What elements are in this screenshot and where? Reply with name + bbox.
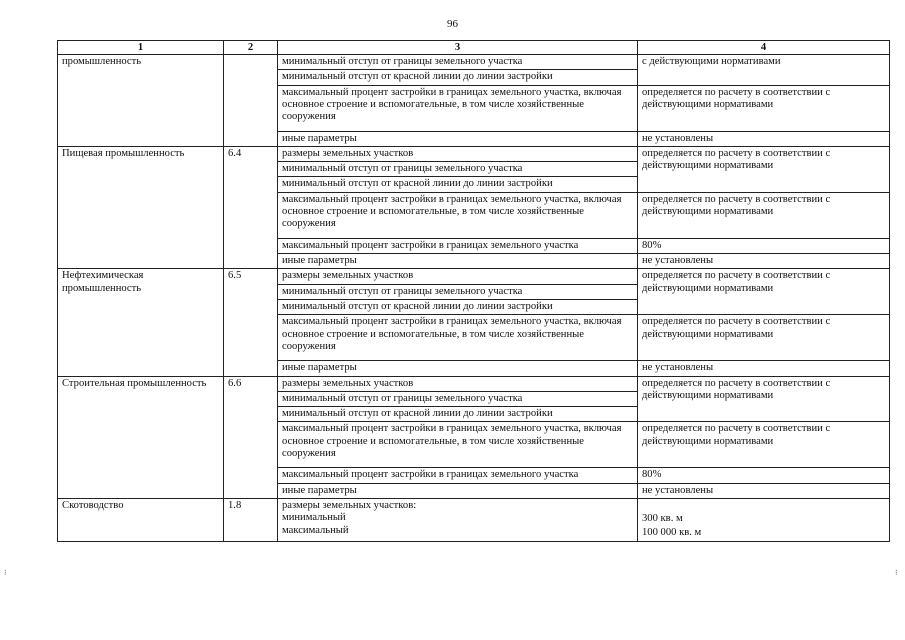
use-code: 6.4	[224, 146, 278, 268]
param-line: максимальный	[282, 524, 349, 536]
header-col-2: 2	[224, 41, 278, 55]
value-cell	[638, 499, 890, 542]
value-cell: определяется по расчету в соответствии с действующими нормативами	[638, 146, 890, 192]
param-line: размеры земельных участков:	[282, 500, 417, 512]
value-cell: определяется по расчету в соответствии с действующими нормативами	[638, 422, 890, 468]
param-cell: минимальный отступ от границы земельного участка	[278, 55, 638, 70]
param-cell: размеры земельных участков	[278, 376, 638, 391]
param-cell: иные параметры	[278, 254, 638, 269]
value-cell: не установлены	[638, 254, 890, 269]
param-cell: максимальный процент застройки в границах земельного участка	[278, 238, 638, 253]
param-cell: размеры земельных участков	[278, 269, 638, 284]
use-name: Пищевая промышленность	[58, 146, 224, 268]
value-cell: определяется по расчету в соответствии с действующими нормативами	[638, 269, 890, 315]
param-cell: минимальный отступ от границы земельного участка	[278, 284, 638, 299]
use-name: Скотоводство	[58, 499, 224, 542]
param-cell: размеры земельных участков	[278, 146, 638, 161]
use-name: промышленность	[58, 55, 224, 147]
value-cell: не установлены	[638, 483, 890, 498]
table-row	[58, 499, 890, 542]
use-code: 6.5	[224, 269, 278, 376]
param-cell: минимальный отступ от границы земельного участка	[278, 162, 638, 177]
value-cell: не установлены	[638, 131, 890, 146]
table-row	[58, 269, 890, 284]
param-cell: максимальный процент застройки в границах земельного участка, включая основное строение и вспомогательные, в том числе хозяйственные сооружения	[278, 422, 638, 468]
param-cell: иные параметры	[278, 483, 638, 498]
table-header-row	[58, 41, 890, 55]
param-line: минимальный	[282, 512, 346, 524]
use-name: Нефтехимическая промышленность	[58, 269, 224, 376]
param-cell: минимальный отступ от красной линии до линии застройки	[278, 407, 638, 422]
value-cell: не установлены	[638, 361, 890, 376]
regulations-table	[57, 40, 890, 542]
use-code	[224, 55, 278, 147]
use-code: 6.6	[224, 376, 278, 498]
param-cell: минимальный отступ от красной линии до линии застройки	[278, 70, 638, 85]
table-row	[58, 55, 890, 70]
value-line: 100 000 кв. м	[642, 527, 702, 539]
value-line: 300 кв. м	[642, 513, 683, 525]
param-cell	[278, 499, 638, 542]
param-cell: максимальный процент застройки в границах земельного участка	[278, 468, 638, 483]
param-cell: минимальный отступ от красной линии до линии застройки	[278, 177, 638, 192]
header-col-1: 1	[58, 41, 224, 55]
value-cell: 80%	[638, 468, 890, 483]
use-code: 1.8	[224, 499, 278, 542]
value-cell: определяется по расчету в соответствии с действующими нормативами	[638, 85, 890, 131]
value-cell: определяется по расчету в соответствии с действующими нормативами	[638, 192, 890, 238]
value-cell: с действующими нормативами	[638, 55, 890, 86]
header-col-4: 4	[638, 41, 890, 55]
param-cell: максимальный процент застройки в границах земельного участка, включая основное строение и вспомогательные, в том числе хозяйственные сооружения	[278, 192, 638, 238]
param-cell: максимальный процент застройки в границах земельного участка, включая основное строение и вспомогательные, в том числе хозяйственные сооружения	[278, 315, 638, 361]
header-col-3: 3	[278, 41, 638, 55]
scan-mark-left: ⁝	[4, 568, 7, 577]
value-cell: 80%	[638, 238, 890, 253]
param-cell: иные параметры	[278, 131, 638, 146]
table-row	[58, 376, 890, 391]
value-cell: определяется по расчету в соответствии с действующими нормативами	[638, 315, 890, 361]
param-cell: минимальный отступ от красной линии до линии застройки	[278, 299, 638, 314]
param-cell: иные параметры	[278, 361, 638, 376]
table-row	[58, 146, 890, 161]
scan-mark-right: ⁝	[895, 568, 898, 577]
param-cell: максимальный процент застройки в границах земельного участка, включая основное строение и вспомогательные, в том числе хозяйственные сооружения	[278, 85, 638, 131]
page-number: 96	[447, 18, 458, 30]
param-cell: минимальный отступ от границы земельного участка	[278, 391, 638, 406]
use-name: Строительная промышленность	[58, 376, 224, 498]
value-cell: определяется по расчету в соответствии с действующими нормативами	[638, 376, 890, 422]
